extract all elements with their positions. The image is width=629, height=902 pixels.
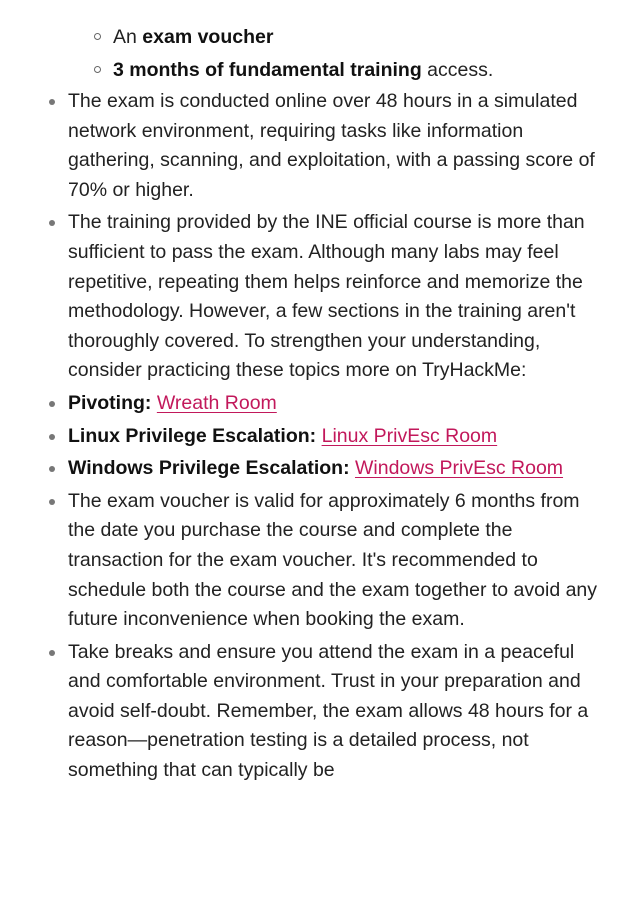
list-item-take-breaks <box>46 638 606 786</box>
item-text: The training provided by the INE official course is more than sufficient to pass the exam. Although many labs may feel repetitive, repeating them helps reinforce and memorize the methodology. However, a few sections in the training aren't thoroughly covered. To strengthen your understanding, consider practicing these topics more on TryHackMe: <box>68 211 585 382</box>
bullet-icon <box>49 401 55 407</box>
item-label: Windows Privilege Escalation: <box>68 457 350 480</box>
list-item-pivoting <box>46 389 606 419</box>
item-label: Pivoting: <box>68 391 152 414</box>
list-item-voucher-validity <box>46 487 606 635</box>
bullet-list <box>46 87 606 789</box>
item-bold: 3 months of fundamental training <box>113 59 422 81</box>
bullet-icon <box>49 499 55 505</box>
bullet-icon <box>49 434 55 440</box>
item-text: The exam is conducted online over 48 hours in a simulated network environment, requiring tasks like information gathering, scanning, and exploitation, with a passing score of 70% or higher. <box>68 90 595 201</box>
circle-bullet-icon <box>94 33 101 40</box>
circle-bullet-icon <box>94 66 101 73</box>
list-item-training-access <box>94 55 594 88</box>
list-item-exam-format <box>46 87 606 205</box>
linux-privesc-room-link[interactable]: Linux PrivEsc Room <box>321 424 498 447</box>
bullet-icon <box>49 466 55 472</box>
item-text: Take breaks and ensure you attend the exam in a peaceful and comfortable environment. Trust in your preparation and avoid self-doubt. Remember, the exam allows 48 hours for a reason—penetration testing is a detailed process, not something that can typically be <box>68 640 589 782</box>
list-item-windows-privesc <box>46 454 606 484</box>
list-item-linux-privesc <box>46 422 606 452</box>
bullet-icon <box>49 99 55 105</box>
list-item-exam-voucher <box>94 22 594 55</box>
item-suffix: access. <box>421 59 494 81</box>
bullet-icon <box>49 220 55 226</box>
nested-list <box>94 22 594 88</box>
item-text: The exam voucher is valid for approximately 6 months from the date you purchase the course and complete the transaction for the exam voucher. It's recommended to schedule both the course and the exam together to avoid any future inconvenience when booking the exam. <box>68 489 598 631</box>
item-bold: exam voucher <box>142 26 274 48</box>
item-label: Linux Privilege Escalation: <box>68 424 317 447</box>
windows-privesc-room-link[interactable]: Windows PrivEsc Room <box>354 457 564 480</box>
item-prefix: An <box>113 26 143 48</box>
bullet-icon <box>49 650 55 656</box>
wreath-room-link[interactable]: Wreath Room <box>156 391 277 414</box>
list-item-training <box>46 208 606 386</box>
